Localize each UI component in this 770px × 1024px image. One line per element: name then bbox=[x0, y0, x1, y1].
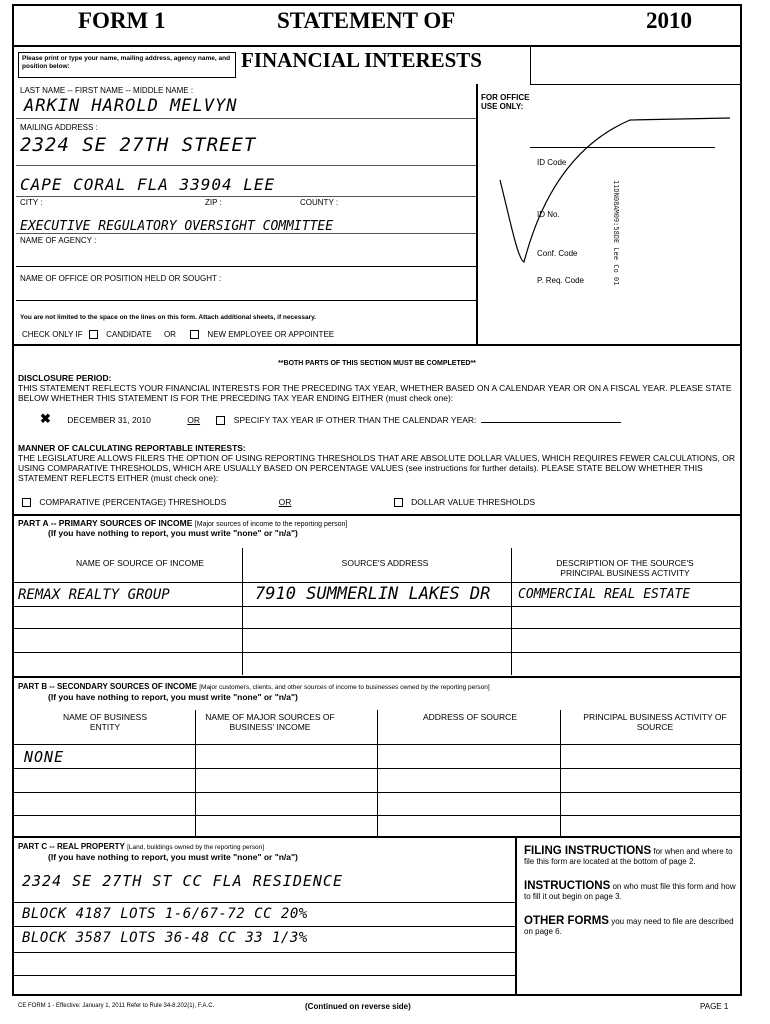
new-employee-label: NEW EMPLOYEE OR APPOINTEE bbox=[207, 330, 335, 339]
footer-continued: (Continued on reverse side) bbox=[305, 1002, 411, 1011]
name-underline bbox=[16, 118, 476, 119]
part-b-row-line1 bbox=[12, 768, 742, 769]
part-c-top bbox=[12, 836, 742, 838]
part-a-note: [Major sources of income to the reporting person] bbox=[194, 521, 348, 528]
part-c-title-row bbox=[18, 842, 264, 851]
manner-or: OR bbox=[278, 497, 292, 507]
form-title-line1: STATEMENT OF bbox=[277, 8, 456, 33]
part-a-row-line2 bbox=[12, 628, 742, 629]
footer-left: CE FORM 1 - Effective: January 1, 2011 Refer to Rule 34-8.202(1), F.A.C. bbox=[18, 1003, 215, 1009]
part-b-title: PART B -- SECONDARY SOURCES OF INCOME bbox=[18, 682, 197, 691]
office-divider bbox=[16, 266, 476, 267]
new-employee-checkbox[interactable] bbox=[190, 330, 199, 339]
agency-label: NAME OF AGENCY : bbox=[20, 236, 97, 245]
table-row[interactable]: REMAX REALTY GROUP bbox=[18, 587, 170, 603]
candidate-or: OR bbox=[163, 330, 176, 339]
form-title-line2: FINANCIAL INTERESTS bbox=[241, 48, 482, 72]
office-use-line1: FOR OFFICE bbox=[481, 93, 530, 102]
filing-bold: FILING INSTRUCTIONS bbox=[524, 845, 652, 857]
other-forms bbox=[524, 916, 736, 937]
print-instruction: Please print or type your name, mailing address, agency name, and position below: bbox=[18, 52, 236, 78]
part-a-vline1 bbox=[242, 548, 243, 675]
comparative-checkbox[interactable] bbox=[22, 498, 31, 507]
part-b-col3: ADDRESS OF SOURCE bbox=[423, 712, 517, 722]
part-a-row-line3 bbox=[12, 652, 742, 653]
id-code-label: ID Code bbox=[537, 158, 567, 167]
dollar-label: DOLLAR VALUE THRESHOLDS bbox=[411, 497, 536, 507]
office-checkmark bbox=[480, 110, 730, 270]
filing-instructions bbox=[524, 846, 736, 867]
both-parts-note: **BOTH PARTS OF THIS SECTION MUST BE COMPLETED** bbox=[278, 360, 476, 367]
name-value[interactable]: ARKIN HAROLD MELVYN bbox=[24, 96, 238, 116]
part-c-line4 bbox=[12, 975, 515, 976]
part-c-subtitle: (If you have nothing to report, you must write "none" or "n/a") bbox=[48, 852, 298, 862]
part-b-row-line3 bbox=[12, 815, 742, 816]
part-b-col4: PRINCIPAL BUSINESS ACTIVITY OF SOURCE bbox=[583, 712, 727, 732]
part-b-col2: NAME OF MAJOR SOURCES OF BUSINESS' INCOME bbox=[205, 712, 335, 732]
part-a-title: PART A -- PRIMARY SOURCES OF INCOME bbox=[18, 518, 193, 528]
part-b-vline3 bbox=[560, 710, 561, 836]
part-c-line2 bbox=[12, 926, 515, 927]
part-a-row-line1 bbox=[12, 606, 742, 607]
list-item[interactable]: BLOCK 4187 LOTS 1-6/67-72 CC 20% bbox=[22, 906, 308, 922]
part-a-col2: SOURCE'S ADDRESS bbox=[341, 558, 429, 568]
manner-title: MANNER OF CALCULATING REPORTABLE INTERESTS: bbox=[18, 443, 246, 453]
part-a-subtitle: (If you have nothing to report, you must write "none" or "n/a") bbox=[48, 528, 298, 538]
agency-underline bbox=[16, 233, 476, 234]
name-label: LAST NAME -- FIRST NAME -- MIDDLE NAME : bbox=[20, 86, 194, 95]
office-top-line bbox=[530, 84, 742, 85]
part-b-note: [Major customers, clients, and other sources of income to businesses owned by the reporting person] bbox=[199, 684, 490, 691]
county-label: COUNTY : bbox=[300, 198, 339, 207]
part-a-col1: NAME OF SOURCE OF INCOME bbox=[76, 558, 204, 568]
part-a-vline2 bbox=[511, 548, 512, 675]
table-row[interactable]: 7910 SUMMERLIN LAKES DR bbox=[255, 584, 491, 604]
city-zip-county-value[interactable]: CAPE CORAL FLA 33904 LEE bbox=[20, 175, 276, 194]
list-item[interactable]: BLOCK 3587 LOTS 36-48 CC 33 1/3% bbox=[22, 930, 308, 946]
check-only-row bbox=[22, 330, 334, 339]
part-a-col3: DESCRIPTION OF THE SOURCE'S PRINCIPAL BUSINESS ACTIVITY bbox=[556, 558, 694, 578]
instr-text: on who must file this form and how to fill it out begin on page 3. bbox=[524, 882, 736, 901]
form-number: FORM 1 bbox=[78, 8, 166, 33]
specify-checkbox[interactable] bbox=[216, 416, 225, 425]
who-instructions bbox=[524, 881, 736, 902]
other-text: you may need to file are described on page 6. bbox=[524, 917, 734, 936]
header-divider bbox=[12, 45, 742, 47]
part-c-note: [Land, buildings owned by the reporting person] bbox=[127, 844, 265, 851]
manner-text: THE LEGISLATURE ALLOWS FILERS THE OPTION OF USING REPORTING THRESHOLDS THAT ARE ABSOLUTE DOLLAR VALUES, WHICH REQUIRES FEWER CALCULATIONS, OR USING COMPARATIVE THRESHOLDS, WHICH ARE USUALLY BASED ON PERCENTAGE VALUES (see instructions for further details). PLEASE STATE BELOW WHETHER THIS STATEMENT REFLECTS EITHER (must check one): bbox=[18, 453, 735, 483]
mailing-underline bbox=[16, 165, 476, 166]
comparative-label: COMPARATIVE (PERCENTAGE) THRESHOLDS bbox=[39, 497, 227, 507]
manner-options bbox=[22, 497, 535, 507]
footer-page: PAGE 1 bbox=[700, 1002, 729, 1011]
zip-label: ZIP : bbox=[205, 198, 222, 207]
list-item[interactable]: 2324 SE 27TH ST CC FLA RESIDENCE bbox=[22, 872, 343, 890]
part-b-vline2 bbox=[377, 710, 378, 836]
period-or: OR bbox=[187, 415, 201, 425]
candidate-checkbox[interactable] bbox=[89, 330, 98, 339]
specify-label: SPECIFY TAX YEAR IF OTHER THAN THE CALENDAR YEAR: bbox=[233, 415, 477, 425]
mailing-label: MAILING ADDRESS : bbox=[20, 123, 98, 132]
part-b-top bbox=[12, 676, 742, 678]
part-b-title-row bbox=[18, 682, 490, 691]
p-req-code-label: P. Req. Code bbox=[537, 276, 584, 285]
part-b-row-line2 bbox=[12, 792, 742, 793]
part-c-line1 bbox=[12, 902, 515, 903]
office-use-line2: USE ONLY: bbox=[481, 102, 524, 111]
office-label: NAME OF OFFICE OR POSITION HELD OR SOUGHT : bbox=[20, 274, 222, 283]
dollar-checkbox[interactable] bbox=[394, 498, 403, 507]
office-use-title bbox=[481, 93, 529, 111]
part-b-col1: NAME OF BUSINESS ENTITY bbox=[62, 712, 148, 732]
period-title: DISCLOSURE PERIOD: bbox=[18, 373, 112, 383]
part-a-header-line bbox=[12, 582, 742, 583]
mailing-value[interactable]: 2324 SE 27TH STREET bbox=[20, 134, 257, 156]
check-only-label: CHECK ONLY IF bbox=[22, 330, 83, 339]
filing-text: for when and where to file this form are located at the bottom of page 2. bbox=[524, 847, 733, 866]
part-c-divider bbox=[515, 836, 517, 996]
part-c-line3 bbox=[12, 952, 515, 953]
dec31-label: DECEMBER 31, 2010 bbox=[67, 415, 151, 425]
part-b-subtitle: (If you have nothing to report, you must write "none" or "n/a") bbox=[48, 692, 298, 702]
space-note: You are not limited to the space on the lines on this form. Attach additional sheets, if necessary. bbox=[20, 314, 317, 321]
other-bold: OTHER FORMS bbox=[524, 915, 609, 927]
table-row[interactable]: COMMERCIAL REAL ESTATE bbox=[518, 587, 691, 602]
instr-bold: INSTRUCTIONS bbox=[524, 880, 611, 892]
form-year: 2010 bbox=[646, 8, 692, 33]
part-c-title: PART C -- REAL PROPERTY bbox=[18, 842, 125, 851]
conf-code-label: Conf. Code bbox=[537, 249, 578, 258]
agency-value[interactable]: EXECUTIVE REGULATORY OVERSIGHT COMMITTEE bbox=[20, 219, 334, 234]
received-stamp: 11DN08AM09:58DE Lee Co 01 bbox=[612, 180, 620, 286]
part-a-top bbox=[12, 514, 742, 516]
city-underline bbox=[16, 196, 476, 197]
office-tab-line bbox=[530, 46, 531, 84]
part-b-vline1 bbox=[195, 710, 196, 836]
id-no-label: ID No. bbox=[537, 210, 560, 219]
table-row[interactable]: NONE bbox=[24, 748, 65, 766]
office-underline bbox=[16, 300, 476, 301]
candidate-label: CANDIDATE bbox=[106, 330, 152, 339]
instructions-box bbox=[524, 846, 736, 937]
disclosure-top bbox=[12, 344, 742, 346]
specify-field[interactable] bbox=[481, 422, 621, 423]
period-options bbox=[40, 411, 621, 426]
period-text: THIS STATEMENT REFLECTS YOUR FINANCIAL INTERESTS FOR THE PRECEDING TAX YEAR, WHETHER BASED ON A CALENDAR YEAR OR ON A FISCAL YEAR. PLEASE STATE BELOW WHETHER THIS STATEMENT IS FOR THE PRECEDING TAX YEAR ENDING EITHER (must check one): bbox=[18, 383, 732, 403]
city-label: CITY : bbox=[20, 198, 43, 207]
dec31-checkbox[interactable]: ✖ bbox=[40, 411, 51, 426]
